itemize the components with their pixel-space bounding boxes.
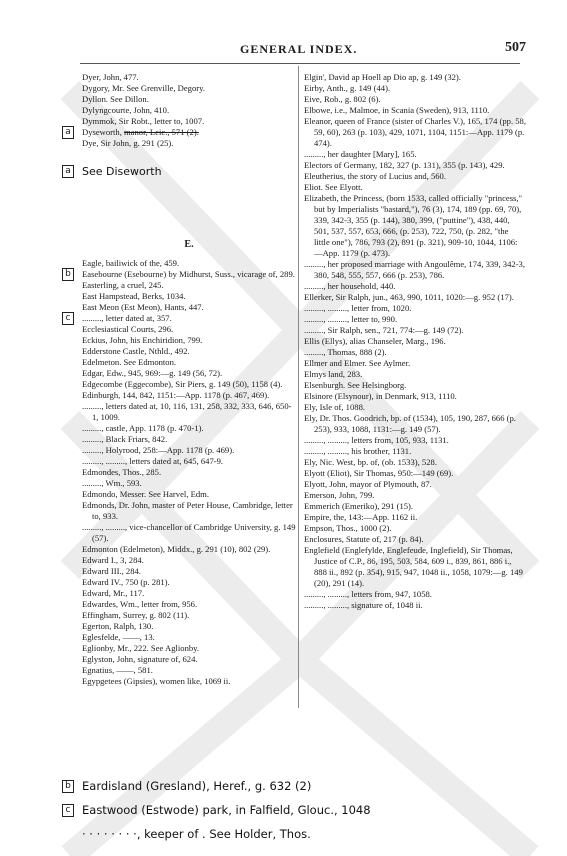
index-entry: Edelmeton. See Edmonton. — [82, 357, 177, 367]
index-entry: Edinburgh, 144, 842, 1151:—App. 1178 (p. 467, 469). — [82, 390, 270, 400]
index-entry: Edward, Mr., 117. — [82, 588, 145, 598]
index-entry: Elmys land, 283. — [304, 369, 363, 379]
index-entry: Eglyston, John, signature of, 624. — [82, 654, 198, 664]
index-entry: ........., ........., letters from, 947, 1058. — [304, 589, 432, 599]
index-entry: Ely, Isle of, 1088. — [304, 402, 366, 412]
index-entry: Elyott, John, mayor of Plymouth, 87. — [304, 479, 432, 489]
index-entry: Eglesfelde, ——, 13. — [82, 632, 155, 642]
index-entry: Egerton, Ralph, 130. — [82, 621, 154, 631]
index-entry: Emmerich (Emeriko), 291 (15). — [304, 501, 414, 511]
index-entry: Edward IV., 750 (p. 281). — [82, 577, 170, 587]
footer-note-c: c Eastwood (Estwode) park, in Falfield, Glouc., 1048 — [82, 802, 542, 818]
index-entry: ........., ........., letter from, 1020. — [304, 303, 412, 313]
index-entry: Ecclesiastical Courts, 296. — [82, 324, 174, 334]
index-entry: ........., Thomas, 888 (2). — [304, 347, 387, 357]
index-entry-east-meon-letter: c ........., letter dated at, 357. — [82, 313, 296, 324]
index-entry: Ellmer and Elmer. See Aylmer. — [304, 358, 411, 368]
index-entry: Egnatius, ——, 581. — [82, 665, 153, 675]
index-entry: Edward III., 284. — [82, 566, 141, 576]
index-entry-easebourne: b Easebourne (Esebourne) by Midhurst, Suss., vicarage of, 289. — [82, 269, 296, 280]
index-entry: Englefield (Englefylde, Englefeude, Inglefield), Sir Thomas, Justice of C.P., 86, 195, 503, 584, 609 i., 839, 861, 886 i., 888 ii., 892 (p. 354), 915, 947, 1048 ii., 1058, 1079:—g. 149 (20), 291 (14). — [304, 545, 523, 588]
index-entry: Ellerker, Sir Ralph, jun., 463, 990, 1011, 1020:—g. 952 (17). — [304, 292, 514, 302]
index-entry: ........., ........., his brother, 1131. — [304, 446, 412, 456]
left-column — [65, 72, 296, 687]
index-entry: Ely, Nic. West, bp. of, (ob. 1533), 528. — [304, 457, 437, 467]
column-divider — [298, 66, 299, 708]
index-entry: Dyllon. See Dillon. — [82, 94, 149, 104]
index-entry: Eleanor, queen of France (sister of Charles V.), 165, 174 (pp. 58, 59, 60), 263 (p. 103), 429, 1071, 1104, 1151:—App. 1179 (p. 474). — [304, 116, 527, 148]
struck-text: manor, Leic., 571 (2). — [124, 127, 199, 137]
footer-note-continuation: · · · · · · · ·, keeper of . See Holder, Thos. — [82, 827, 311, 841]
index-entry: Eglionby, Mr., 222. See Aglionby. — [82, 643, 200, 653]
index-entry: ........., ........., letters dated at, 645, 647-9. — [82, 456, 224, 466]
index-entry-dyseworth: a Dyseworth, manor, Leic., 571 (2). — [82, 127, 296, 138]
index-entry: Elbowe, i.e., Malmoe, in Scania (Sweden), 913, 1110. — [304, 105, 490, 115]
index-entry: Enclosures, Statute of, 217 (p. 84). — [304, 534, 424, 544]
handwritten-note-a: a See Diseworth — [82, 166, 296, 177]
index-entry: ........., her proposed marriage with Angoulême, 174, 339, 342-3, 380, 548, 555, 557, 666 (p. 253), 786. — [304, 259, 526, 280]
marginal-mark-b: b — [62, 268, 74, 281]
index-entry: ........., ........., signature of, 1048 ii. — [304, 600, 423, 610]
index-entry: Empson, Thos., 1000 (2). — [304, 523, 392, 533]
index-entry: Dye, Sir John, g. 291 (25). — [82, 138, 174, 148]
index-entry: Ellis (Ellys), alias Chanseler, Marg., 196. — [304, 336, 446, 346]
index-entry: ........., her household, 440. — [304, 281, 396, 291]
index-entry: ........., ........., vice-chancellor of Cambridge University, g. 149 (57). — [82, 522, 296, 543]
marginal-mark-a: a — [62, 126, 74, 139]
index-entry: ........., her daughter [Mary], 165. — [304, 149, 417, 159]
index-entry: Elsenburgh. See Helsingborg. — [304, 380, 407, 390]
index-entry: East Meon (Est Meon), Hants, 447. — [82, 302, 204, 312]
index-entry: ........., letters dated at, 10, 116, 131, 258, 332, 333, 646, 650-1, 1009. — [82, 401, 292, 422]
index-entry: Eirby, Anth., g. 149 (44). — [304, 83, 391, 93]
index-entry: Ely, Dr. Thos. Goodrich, bp. of (1534), 105, 190, 287, 666 (p. 253), 933, 1088, 1131:—g. 149 (57). — [304, 413, 516, 434]
index-entry: Elyott (Eliot), Sir Thomas, 950:—149 (69). — [304, 468, 454, 478]
index-entry: Edmondes, Thos., 285. — [82, 467, 162, 477]
right-column — [304, 72, 526, 611]
index-entry: Easterling, a cruel, 245. — [82, 280, 164, 290]
index-entry: Eive, Rob., g. 802 (6). — [304, 94, 381, 104]
index-entry: Egypgetees (Gipsies), women like, 1069 ii. — [82, 676, 231, 686]
index-entry: ........., Holyrood, 258:—App. 1178 (p. 469). — [82, 445, 235, 455]
page-number: 507 — [505, 40, 526, 55]
index-entry: Dygory, Mr. See Grenville, Degory. — [82, 83, 205, 93]
index-entry: Empire, the, 143:—App. 1162 ii. — [304, 512, 418, 522]
section-letter: E. — [184, 239, 194, 250]
index-entry: Dylyngcourte, John, 410. — [82, 105, 170, 115]
index-entry: ........., Wm., 593. — [82, 478, 142, 488]
index-entry: Elsinore (Elsynour), in Denmark, 913, 1110. — [304, 391, 457, 401]
index-entry: Eagle, bailiwick of the, 459. — [82, 258, 180, 268]
header-rule — [80, 63, 520, 64]
index-entry: Edmonton (Edelmeton), Middx., g. 291 (10), 802 (29). — [82, 544, 271, 554]
running-title: GENERAL INDEX. — [240, 42, 358, 56]
handwritten-footer — [65, 778, 542, 850]
index-entry: Eliot. See Elyott. — [304, 182, 363, 192]
index-entry: Edmonds, Dr. John, master of Peter House, Cambridge, letter to, 933. — [82, 500, 293, 521]
marginal-mark-c: c — [62, 804, 74, 817]
index-entry: Edgar, Edw., 945, 969:—g. 149 (56, 72). — [82, 368, 223, 378]
index-entry: Dymmok, Sir Robt., letter to, 1007. — [82, 116, 205, 126]
index-entry: ........., ........., letter to, 990. — [304, 314, 398, 324]
index-entry: East Hampstead, Berks, 1034. — [82, 291, 186, 301]
index-entry: Edwardes, Wm., letter from, 956. — [82, 599, 198, 609]
marginal-mark-b: b — [62, 780, 74, 793]
index-entry: Eleutherius, the story of Lucius and, 560. — [304, 171, 447, 181]
footer-note-b: b Eardisland (Gresland), Heref., g. 632 (2) — [82, 778, 542, 794]
index-entry: ........., Black Friars, 842. — [82, 434, 168, 444]
page-header — [0, 40, 567, 62]
index-entry: Edderstone Castle, Nthld., 492. — [82, 346, 190, 356]
index-entry: Edgecombe (Eggecombe), Sir Piers, g. 149 (50), 1158 (4). — [82, 379, 283, 389]
marginal-mark-c: c — [62, 312, 74, 325]
index-entry: Dyer, John, 477. — [82, 72, 139, 82]
index-entry: Elizabeth, the Princess, (born 1533, called officially "princess," but by Imperialists "bastard,"), 76 (3), 174, 189 (pp. 69, 70), 339, 342-3, 355 (p. 144), 380, 399, ("puttine"), 438, 440, 501, 537, 557, 653, 666, (p. 253), 722, 750, (p. 282, "the little one"), 786, 793 (2), 891 (p. 321), 909-10, 1044, 1106:—App. 1179 (p. 473). — [304, 193, 523, 258]
index-entry: Elgin', David ap Hoell ap Dio ap, g. 149 (32). — [304, 72, 461, 82]
index-entry: ........., ........., letters from, 105, 933, 1131. — [304, 435, 449, 445]
index-entry: Edward I., 3, 284. — [82, 555, 144, 565]
index-entry: Edmondo, Messer. See Harvel, Edm. — [82, 489, 209, 499]
index-entry: Electors of Germany, 182, 327 (p. 131), 355 (p. 143), 429. — [304, 160, 505, 170]
marginal-mark-a: a — [62, 165, 74, 178]
index-entry: ........., Sir Ralph, sen., 721, 774:—g. 149 (72). — [304, 325, 464, 335]
index-entry: Eckius, John, his Enchiridion, 799. — [82, 335, 203, 345]
index-entry: Emerson, John, 799. — [304, 490, 375, 500]
index-entry: ........., castle, App. 1178 (p. 470-1). — [82, 423, 204, 433]
index-entry: Effingham, Surrey, g. 802 (11). — [82, 610, 190, 620]
